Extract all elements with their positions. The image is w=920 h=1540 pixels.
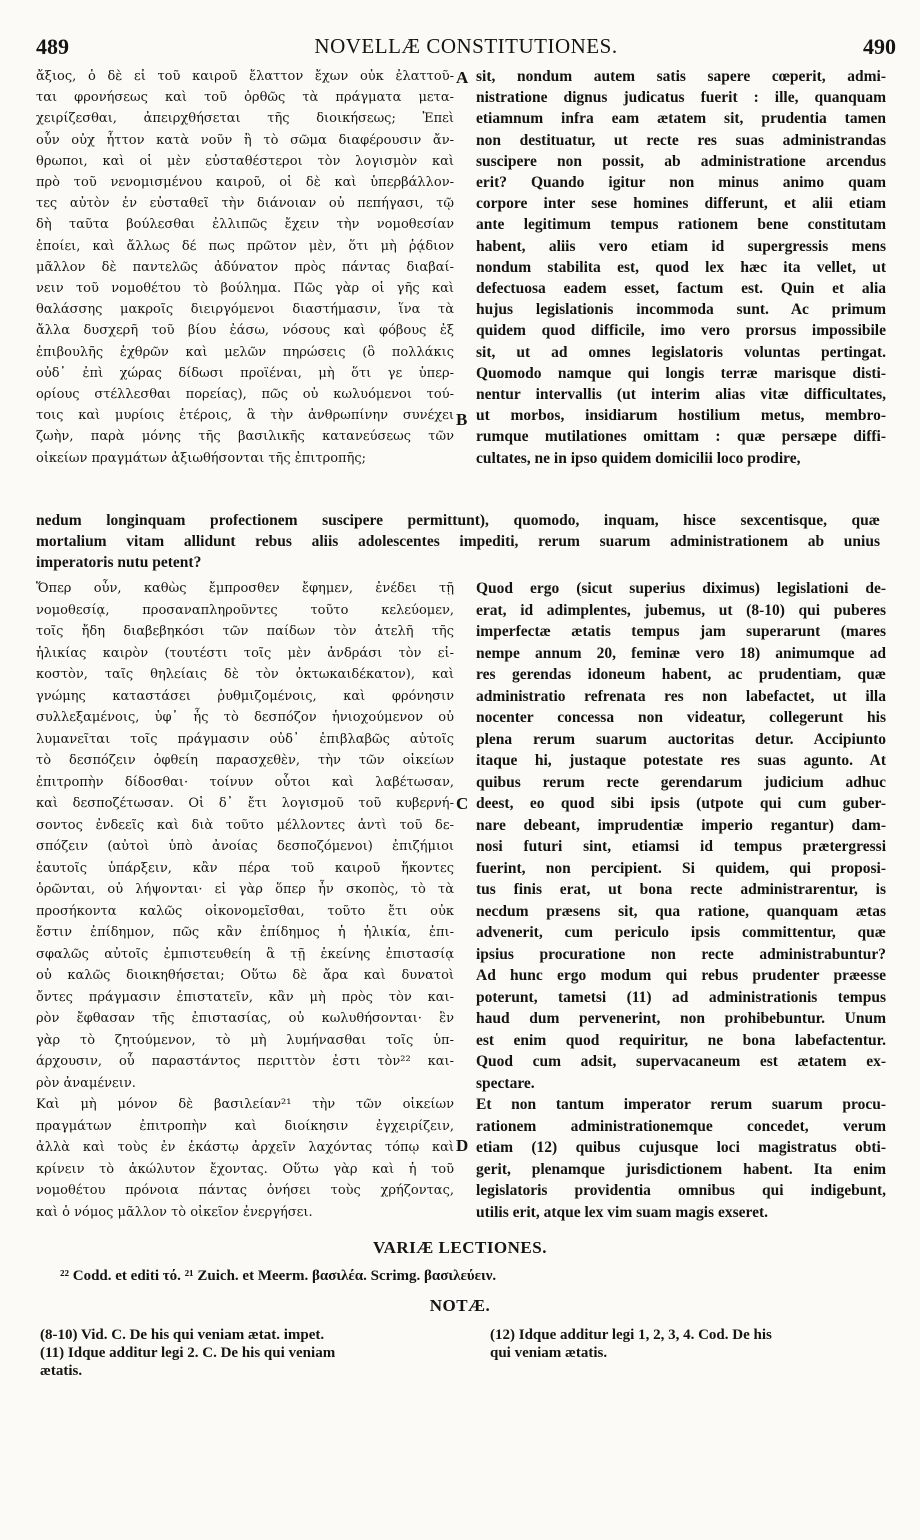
greek-line: μᾶλλον δὲ παντελῶς ἀδύνατον πρὸς πάντας διαβαί- xyxy=(36,259,454,275)
greek-line: ἔστιν ἐπίδημον, πῶς κἂν ἐπίδημος ἡ ἡλικία, ἐπι- xyxy=(36,925,454,940)
greek-line: ρὸν ἔφθασαν τῆς ἐπιστασίας, οὐ κωλυθήσονται· ἓν xyxy=(36,1011,454,1026)
margin-marker-b: B xyxy=(456,410,468,429)
greek-line: οὐδ᾽ ἐπὶ χώρας δίδωσι προϊέναι, μὴ ὅτι γε ὑπερ- xyxy=(36,365,454,381)
latin-line: hujus legislationis incommoda sunt. Ac primum xyxy=(476,301,886,319)
greek-line: ζωὴν, παρὰ μόνης τῆς βασιλικῆς κατανεύσεως τῶν xyxy=(36,429,454,445)
greek-line: οἰκείων πραγμάτων ἀξιωθήσονται τῆς ἐπιτροπῆς; xyxy=(36,450,367,466)
running-header xyxy=(36,34,896,58)
greek-line: ἐπιτροπὴν δίδοσθαι· τοίνυν οὗτοι καὶ λαβέτωσαν, xyxy=(36,774,454,790)
latin-line: advenerit, cum periculo ipsis committentur, quæ xyxy=(476,924,886,941)
greek-line: ὁρῶνται, οὐ λήψονται· εἰ γὰρ ὅπερ ἦν σκοπὸς, τὸ τὰ xyxy=(36,882,454,897)
variae-heading: VARIÆ LECTIONES. xyxy=(373,1238,547,1257)
greek-line: σοντος ἐνδεεῖς καὶ διὰ τοῦτο μέλλοντες ἀντὶ τοῦ δε- xyxy=(36,817,454,833)
greek-line: σφαλῶς αὐτοῖς ἐμπιστευθείη ἃ τῇ ἐκείνης ἐπιστασίᾳ xyxy=(36,946,454,962)
latin-line: fuerint, non percipient. Si quidem, qui proposi- xyxy=(476,859,886,877)
margin-marker-a: A xyxy=(456,68,469,87)
latin-line: suscipere non possit, ab administratione arcendus xyxy=(476,152,886,170)
latin-line: Quod cum adsit, supervacaneum est ætatem ex- xyxy=(476,1053,886,1070)
latin-line: quidem quod difficile, imo vero prorsus impossibile xyxy=(476,322,886,340)
greek-line: τοις καὶ μυρίοις ἑτέροις, ἃ τὴν ἀνθρωπίνην συνέχει xyxy=(36,408,454,424)
latin-column-top xyxy=(476,66,886,469)
greek-line: Καὶ μὴ μόνον δὲ βασιλείαν²¹ τὴν τῶν οἰκείων xyxy=(36,1097,454,1112)
latin-line: administratio refrenata res non labefactet, ut illa xyxy=(476,687,886,705)
latin-line: erit? Quando igitur non minus animo quam xyxy=(476,174,886,192)
note-line: (11) Idque additur legi 2. C. De his qui veniam xyxy=(40,1345,336,1361)
latin-line: nempe annum 20, feminæ vero 18) animumque ad xyxy=(476,644,886,662)
latin-line: erat, id adimplentes, jubemus, ut (8-10) qui puberes xyxy=(476,601,886,619)
greek-line: τοῖς ἤδη διαβεβηκόσι τῶν παίδων τὸν ἀτελῆ τῆς xyxy=(36,624,454,639)
greek-line: καὶ δεσποζέτωσαν. Οἱ δ᾽ ἔτι λογισμοῦ τοῦ κυβερνή- xyxy=(36,796,454,811)
margin-marker-c: C xyxy=(456,794,469,813)
latin-line: etiam (12) quibus cujusque loci magistratus obti- xyxy=(476,1139,886,1156)
greek-line: ἄξιος, ὁ δὲ εἰ τοῦ καιροῦ ἔλαττον ἔχων οὐκ ἐλαττοῦ- xyxy=(36,69,454,84)
latin-line: corpore inter sese homines differunt, et alii etiam xyxy=(476,195,886,213)
latin-line: nondum stabilita est, quod lex hæc ita vellet, ut xyxy=(476,258,886,276)
greek-line: νειν τοῦ νομοθέτου τὸ βούλημα. Πῶς γὰρ οἱ γῆς καὶ xyxy=(36,281,454,297)
left-page-number: 489 xyxy=(36,34,69,59)
latin-line: nare debeant, imprudentiæ imperio regantur) dam- xyxy=(476,816,886,834)
latin-line: itaque hi, justaque potestate res suas agunto. At xyxy=(476,752,886,769)
greek-line: πραγμάτων ἐπιτροπὴν καὶ διοίκησιν ἐγχειρίζειν, xyxy=(36,1118,454,1134)
greek-line: άρχουσιν, οὗ παραστάντος περιττὸν ἐστι τὸν²² και- xyxy=(36,1054,454,1069)
greek-line: γνώμης καταστάσει ῥυθμιζομένοις, καὶ φρόνησιν xyxy=(36,688,454,704)
latin-column-bottom xyxy=(476,578,886,1223)
greek-line: καὶ ὁ νόμος μᾶλλον τὸ οἰκεῖον ἐνεργήσει. xyxy=(36,1204,313,1220)
variae-text: ²² Codd. et editi τό. ²¹ Zuich. et Meerm. βασιλέα. Scrimg. βασιλεύειν. xyxy=(60,1268,497,1284)
greek-line: συλλεξαμένοις, ὑφ᾽ ἧς τὸ δεσπόζον ἡνιοχούμενον οὐ xyxy=(36,710,454,725)
full-width-paragraph xyxy=(36,510,880,573)
greek-line: σπόζειν (αὐτοὶ ὑπὸ ἀνοίας δεσποζόμενοι) ἐπιζήμιοι xyxy=(36,839,454,854)
latin-line: est enim quod requiritur, ne bona labefactentur. xyxy=(476,1031,886,1049)
greek-line: νομοθέτου πρόνοια πάντας ὀνήσει τοὺς χρήζοντας, xyxy=(36,1183,454,1198)
greek-line: ται φρονήσεως καὶ τοῦ ὀρθῶς τὰ πράγματα μετα- xyxy=(36,90,454,106)
greek-line: κρίνειν τὸ ἀκώλυτον ἔχοντας. Οὕτω γὰρ καὶ ἡ τοῦ xyxy=(36,1161,454,1177)
latin-line: sit, ut ad omnes legislatoris voluntas pertingat. xyxy=(476,343,886,361)
latin-line: res gerendas idoneum habent, ac prudentiam, quæ xyxy=(476,666,886,683)
right-page-number: 490 xyxy=(863,34,896,59)
latin-line: ipsius procuratione non recte administrabuntur? xyxy=(476,945,886,963)
greek-line: χειρίζεσθαι, ἀπειρχθήσεται τῆς διοικήσεως; Ἐπεὶ xyxy=(36,111,454,127)
latin-line: legislatoris providentia omnibus qui indigebunt, xyxy=(476,1182,886,1199)
greek-line: λυμανεῖται τοῖς πράγμασιν οὐδ᾽ ἐπιβλαβῶς αὐτοῖς xyxy=(36,731,454,747)
greek-line: ἑαυτοῖς ὑπάρξειν, κἂν πέρα τοῦ καιροῦ ἥκοντες xyxy=(36,860,454,876)
greek-line: ὄντες πράγμασιν ἐπιστατεῖν, κἂν μὴ πρὸς τὸν και- xyxy=(36,989,454,1005)
latin-line: deest, eo quod sibi ipsis (utpote qui cum guber- xyxy=(476,795,886,812)
latin-line: sit, nondum autem satis sapere cœperit, admi- xyxy=(476,68,886,85)
margin-marker-d: D xyxy=(456,1136,469,1155)
greek-line: ἡλικίας καιρὸν (τουτέστι τοῖς μὲν ἀνδράσι τὸν εἰ- xyxy=(36,645,454,661)
latin-line: gerit, plenamque jurisdictionem habent. Ita enim xyxy=(476,1160,886,1178)
greek-column-top xyxy=(36,66,454,469)
greek-line: ἀλλὰ καὶ τοὺς ἐν ἑκάστῳ ἀρχεῖν λαχόντας τόπῳ καὶ xyxy=(36,1140,454,1155)
latin-line: rationem administrationemque concedet, verum xyxy=(476,1117,886,1135)
latin-line: habent, aliis vero etiam id supergressis mens xyxy=(476,237,886,255)
latin-line: nocenter concessa non videatur, collegerunt his xyxy=(476,709,886,726)
latin-line: non destituatur, ut recte res suas administrandas xyxy=(476,131,886,149)
greek-line: τὸ δεσπόζειν ὀφθείη παρασχεθὲν, τὴν τῶν οἰκείων xyxy=(36,753,454,768)
latin-line: imperfectæ ætatis tempus jam superarunt (mares xyxy=(476,623,886,640)
greek-line: προσήκοντα καλῶς οἰκονομεῖσθαι, τοῦτο ἔτι οὐκ xyxy=(36,903,454,919)
latin-line: tus finis erat, ut bona recte administrarentur, is xyxy=(476,881,886,898)
latin-line: utilis erit, atque lex vim suam magis exseret. xyxy=(476,1203,769,1221)
note-line: (8-10) Vid. C. De his qui veniam ætat. impet. xyxy=(40,1327,325,1343)
latin-line: nistratione dignus judicatus fuerit : ille, quanquam xyxy=(476,89,886,107)
note-line: ætatis. xyxy=(40,1363,83,1379)
full-width-line: mortalium vitam allidunt rebus aliis adolescentes impediti, rerum suarum administrationem ab unius xyxy=(36,533,880,550)
greek-line: ορίους στέλλεσθαι πορείας), πῶς οὐ κωλυόμενοι τού- xyxy=(36,387,454,403)
notae-heading: NOTÆ. xyxy=(429,1296,491,1315)
greek-line: θρωποι, καὶ οἱ μὲν εὐσταθέστεροι τὸν λογισμὸν καὶ xyxy=(36,153,454,169)
latin-line: rumque mutilationes omittam : quæ persæpe diffi- xyxy=(476,428,886,446)
greek-line: θαλάσσης μακροῖς διειργόμενοι διαστήμασιν, ἵνα τὰ xyxy=(36,302,454,318)
greek-line: πρὸ τοῦ νενομισμένου καιροῦ, οἱ δὲ καὶ ὑπερβάλλον- xyxy=(36,175,454,191)
full-width-line: imperatoris nutu petent? xyxy=(36,554,202,571)
greek-line: ρὸν ἀναμένειν. xyxy=(36,1075,136,1091)
full-width-line: nedum longinquam profectionem suscipere permittunt), quomodo, inquam, hisce sexcentisque, quæ xyxy=(36,512,880,529)
greek-line: νομοθεσίᾳ, προσαναπληροῦντες τοῦτο κελεύομεν, xyxy=(36,602,454,618)
latin-line: spectare. xyxy=(476,1074,535,1092)
latin-line: nentur intervallis (ut interim alias vitæ difficultates, xyxy=(476,386,886,404)
latin-line: Quod ergo (sicut superius diximus) legislationi de- xyxy=(476,580,886,597)
latin-line: poterunt, tametsi (11) ad administrationis tempus xyxy=(476,988,886,1006)
greek-column-bottom xyxy=(36,578,454,1223)
greek-line: τες αὐτὸν ἐν εὐσταθεῖ τὴν διάνοιαν οὐ πεπήγασι, τῷ xyxy=(36,196,454,212)
latin-line: nosi futuri sint, etiamsi id tempus prætergressi xyxy=(476,838,886,855)
latin-line: Et non tantum imperator rerum suarum procu- xyxy=(476,1096,886,1113)
greek-line: οὐ καλῶς διοικηθήσεται; Οὕτω δὲ ἄρα καὶ δυνατοὶ xyxy=(36,968,454,983)
notes-right xyxy=(490,1326,890,1362)
greek-line: κοστὸν, ταῖς θηλείαις δὲ τὸν ὀκτωκαιδέκατον), καὶ xyxy=(36,667,454,682)
latin-line: Quomodo namque qui longis terræ marisque disti- xyxy=(476,364,886,382)
greek-line: ἐπιβουλῆς ἐχθρῶν καὶ μελῶν πηρώσεις (ὃ πολλάκις xyxy=(36,344,454,360)
greek-line: δὴ ταῦτα βούλεσθαι ἐλλιπῶς ἔχειν τὴν νομοθεσίαν xyxy=(36,217,454,233)
notes-left xyxy=(40,1326,460,1380)
greek-line: Ὅπερ οὖν, καθὼς ἔμπροσθεν ἔφημεν, ἐνέδει τῇ xyxy=(36,581,454,596)
greek-line: οὖν οὐχ ἧττον κατὰ νοῦν ἢ τὸ σῶμα διαφέρουσιν ἄν- xyxy=(36,132,454,148)
latin-line: cultates, ne in ipso quidem domicilii loco prodire, xyxy=(476,449,801,467)
latin-line: quibus rerum recte gerendarum judicium adhuc xyxy=(476,773,886,791)
note-line: (12) Idque additur legi 1, 2, 3, 4. Cod. De his xyxy=(490,1327,772,1343)
note-line: qui veniam ætatis. xyxy=(490,1345,608,1361)
latin-line: etiamnum infra eam ætatem sit, prudentia tamen xyxy=(476,110,886,128)
latin-line: Ad hunc ergo modum qui rebus prudenter præesse xyxy=(476,967,886,984)
latin-line: ante legitimum tempus rationem bene constitutam xyxy=(476,216,886,234)
latin-line: ut morbos, insidiarum hostilium metus, membro- xyxy=(476,407,886,425)
greek-line: ἄλλα δυσχερῆ τοῦ βίου ἐάσω, νόσους καὶ φόβους ἐξ xyxy=(36,323,454,339)
greek-line: γὰρ τὸ ζητούμενον, τὸ μὴ λυμήνασθαι τοῖς ὑπ- xyxy=(36,1032,454,1048)
running-title: NOVELLÆ CONSTITUTIONES. xyxy=(314,34,618,58)
latin-line: plena rerum suarum auctoritas detur. Accipiunto xyxy=(476,730,886,748)
latin-line: haud dum pervenerint, non prohibebuntur. Unum xyxy=(476,1010,886,1027)
latin-line: defectuosa eadem esset, factum est. Quin et alia xyxy=(476,280,886,298)
greek-line: ἐποίει, καὶ ἄλλως δέ πως πρῶτον μὲν, ὅτι μὴ ῥᾴδιον xyxy=(36,238,454,254)
latin-line: necdum præsens sit, qua ratione, quanquam ætas xyxy=(476,902,886,920)
